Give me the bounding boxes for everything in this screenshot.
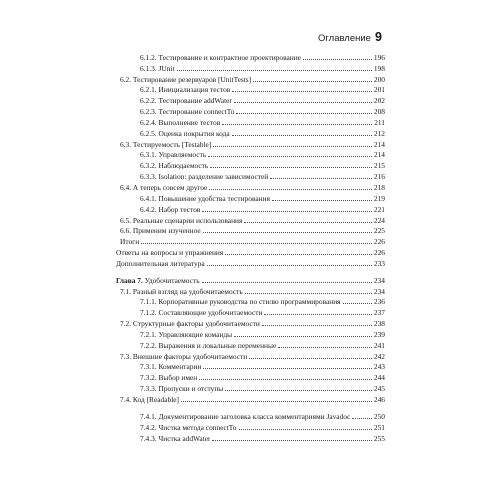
toc-page-number: 211	[374, 117, 385, 127]
dot-leader	[272, 200, 372, 201]
toc-entry[interactable]	[116, 94, 385, 105]
toc-page-number: 251	[373, 422, 385, 432]
dot-leader	[199, 379, 372, 380]
dot-leader	[262, 325, 372, 326]
toc-page-number: 221	[373, 204, 385, 214]
toc-entry[interactable]	[116, 181, 385, 192]
toc-entry[interactable]	[116, 257, 385, 268]
toc-entry-title: 6.3. Тестируемость [Testable]	[120, 139, 212, 149]
toc-entry[interactable]	[116, 170, 385, 181]
toc-entry-title: 7.2.2. Выражения и локальные переменные	[140, 340, 277, 350]
toc-entry[interactable]	[116, 361, 385, 372]
toc-entry-title: 7.1. Разный взгляд на удобочитаемость	[120, 286, 243, 296]
toc-page-number: 250	[373, 412, 385, 421]
dot-leader	[222, 124, 372, 125]
toc-entry-title: 7.3. Внешние факторы удобочитаемости	[120, 351, 248, 361]
toc-page-number: 212	[373, 128, 385, 138]
dot-leader	[225, 254, 372, 255]
toc-page-number: 218	[373, 182, 385, 192]
toc-entry-title: 6.4.1. Повышение удобства тестирования	[140, 193, 270, 203]
toc-entry-title: 6.2.3. Тестирование connectTo	[140, 107, 235, 117]
dot-leader	[202, 211, 372, 212]
toc-entry-title: 7.1.2. Составляющие удобочитаемости	[140, 308, 263, 318]
table-of-contents	[116, 51, 385, 443]
toc-entry[interactable]	[116, 421, 385, 432]
toc-entry-title: 6.4.2. Набор тестов	[140, 204, 201, 214]
toc-entry-title: 6.3.1. Управляемость	[140, 150, 207, 160]
toc-page-number: 200	[373, 74, 385, 84]
toc-page-number: 214	[373, 139, 385, 149]
dot-leader	[181, 401, 372, 402]
toc-entry-title: 6.5. Реальные сценарии использования	[120, 215, 243, 225]
dot-leader	[208, 156, 372, 157]
dot-leader	[232, 91, 372, 92]
toc-entry-title: 7.4.1. Документирование заголовка класса комментариями Javadoc	[140, 412, 351, 421]
toc-entry[interactable]	[116, 105, 385, 116]
toc-entry[interactable]	[116, 225, 385, 236]
dot-leader	[207, 265, 372, 266]
toc-page-number: 198	[373, 63, 385, 73]
toc-page-number: 208	[373, 107, 385, 117]
toc-page-number: 214	[373, 150, 385, 160]
toc-entry[interactable]	[116, 203, 385, 214]
dot-leader	[225, 390, 372, 391]
toc-entry[interactable]	[116, 404, 385, 421]
toc-page-number: 244	[373, 373, 385, 383]
chapter-title: Удобочитаемость	[144, 275, 200, 285]
toc-entry[interactable]	[116, 73, 385, 84]
dot-leader	[303, 59, 372, 60]
dot-leader	[270, 178, 372, 179]
toc-entry-title: 6.2.4. Выполнение тестов	[140, 117, 221, 127]
toc-page-number: 216	[373, 172, 385, 182]
toc-entry-title: 6.4. А теперь совсем другое	[120, 182, 208, 192]
toc-page-number: 234	[373, 275, 385, 285]
toc-entry-title: 6.1.3. JUnit	[140, 63, 175, 73]
toc-entry[interactable]	[116, 138, 385, 149]
dot-leader	[213, 146, 372, 147]
dot-leader	[210, 167, 372, 168]
dot-leader	[343, 303, 372, 304]
toc-entry[interactable]	[116, 296, 385, 307]
toc-entry[interactable]	[116, 393, 385, 404]
running-header-title: Оглавление	[318, 33, 371, 44]
toc-entry[interactable]	[116, 371, 385, 382]
toc-entry[interactable]	[116, 432, 385, 443]
toc-page-number: 238	[373, 319, 385, 329]
toc-entry[interactable]	[116, 235, 385, 246]
toc-entry[interactable]	[116, 339, 385, 350]
toc-entry[interactable]	[116, 306, 385, 317]
dot-leader	[278, 347, 372, 348]
toc-page-number: 196	[373, 52, 385, 62]
toc-page-number: 215	[373, 161, 385, 171]
toc-page-number: 202	[373, 96, 385, 106]
toc-entry-title: 6.2.2. Тестирование addWater	[140, 96, 232, 106]
dot-leader	[177, 70, 372, 71]
toc-page-number: 246	[373, 395, 385, 404]
toc-page-number: 233	[373, 258, 385, 268]
toc-entry[interactable]	[116, 317, 385, 328]
toc-page-number: 219	[373, 193, 385, 203]
toc-entry[interactable]	[116, 285, 385, 296]
dot-leader	[245, 293, 372, 294]
toc-entry-title: 7.2.1. Управляющие команды	[140, 329, 233, 339]
toc-entry-title: 6.2.5. Оценка покрытия кода	[140, 128, 230, 138]
dot-leader	[253, 81, 372, 82]
toc-entry[interactable]	[116, 84, 385, 95]
toc-entry-title	[116, 276, 200, 285]
dot-leader	[203, 368, 372, 369]
page-number: 9	[375, 30, 382, 44]
dot-leader	[202, 282, 372, 283]
toc-entry-title: 6.3.3. Isolation: разделение зависимостей	[140, 172, 269, 182]
toc-page-number: 245	[373, 384, 385, 394]
dot-leader	[234, 336, 372, 337]
toc-page-number: 243	[373, 362, 385, 372]
toc-entry[interactable]	[116, 116, 385, 127]
dot-leader	[232, 135, 372, 136]
toc-entry[interactable]	[116, 350, 385, 361]
toc-page-number: 226	[373, 237, 385, 247]
toc-entry-title: 7.3.3. Пропуски и отступы	[140, 384, 224, 394]
toc-entry-title: 6.1.2. Тестирование и контрактное проектирование	[140, 52, 301, 62]
toc-entry-title: 6.3.2. Наблюдаемость	[140, 161, 209, 171]
dot-leader	[244, 222, 372, 223]
toc-page-number: 255	[373, 433, 385, 443]
toc-entry-title: 7.1.1. Корпоративные руководства по стилю программирования	[140, 297, 341, 307]
toc-entry[interactable]	[116, 62, 385, 73]
toc-entry[interactable]	[116, 382, 385, 393]
toc-entry[interactable]	[116, 127, 385, 138]
toc-entry-title: 7.4.3. Чистка addWater	[140, 433, 211, 443]
toc-page-number: 225	[373, 226, 385, 236]
toc-entry-title: 7.4.2. Чистка метода connectTo	[140, 422, 237, 432]
toc-entry[interactable]	[116, 192, 385, 203]
toc-entry-title: Дополнительная литература	[116, 258, 205, 268]
toc-entry[interactable]	[116, 149, 385, 160]
toc-entry-title: Итоги	[120, 237, 140, 247]
toc-entry-title: Ответы на вопросы и упражнения	[116, 248, 224, 258]
toc-page-number: 236	[373, 297, 385, 307]
dot-leader	[249, 358, 372, 359]
toc-entry[interactable]	[116, 246, 385, 257]
toc-page-number: 239	[373, 329, 385, 339]
chapter-label: Глава 7.	[116, 275, 143, 285]
dot-leader	[212, 440, 371, 441]
toc-chapter-entry[interactable]	[116, 274, 385, 285]
dot-leader	[236, 113, 371, 114]
toc-entry-title: 6.2. Тестирование резервуаров [UnitTests]	[120, 74, 252, 84]
dot-leader	[209, 189, 372, 190]
toc-page-number: 241	[373, 340, 385, 350]
dot-leader	[352, 418, 372, 419]
toc-entry[interactable]	[116, 214, 385, 225]
toc-page-number: 224	[373, 215, 385, 225]
dot-leader	[203, 232, 372, 233]
toc-page-number: 201	[373, 85, 385, 95]
toc-entry-title: 7.2. Структурные факторы удобочитаемости	[120, 319, 260, 329]
dot-leader	[141, 243, 372, 244]
toc-entry-title: 7.3.2. Выбор имен	[140, 373, 198, 383]
toc-page-number: 226	[373, 248, 385, 258]
toc-entry-title: 6.2.1. Инициализация тестов	[140, 85, 231, 95]
toc-entry[interactable]	[116, 328, 385, 339]
toc-entry-title: 7.4. Код [Readable]	[120, 395, 180, 404]
toc-entry[interactable]	[116, 51, 385, 62]
toc-entry-title: 7.3.1. Комментарии	[140, 362, 202, 372]
dot-leader	[239, 429, 372, 430]
dot-leader	[264, 314, 371, 315]
toc-page-number: 237	[373, 308, 385, 318]
toc-entry-title: 6.6. Применим изученное	[120, 226, 201, 236]
toc-page-number: 242	[373, 351, 385, 361]
toc-entry[interactable]	[116, 159, 385, 170]
toc-page-number: 234	[373, 286, 385, 296]
dot-leader	[234, 102, 372, 103]
